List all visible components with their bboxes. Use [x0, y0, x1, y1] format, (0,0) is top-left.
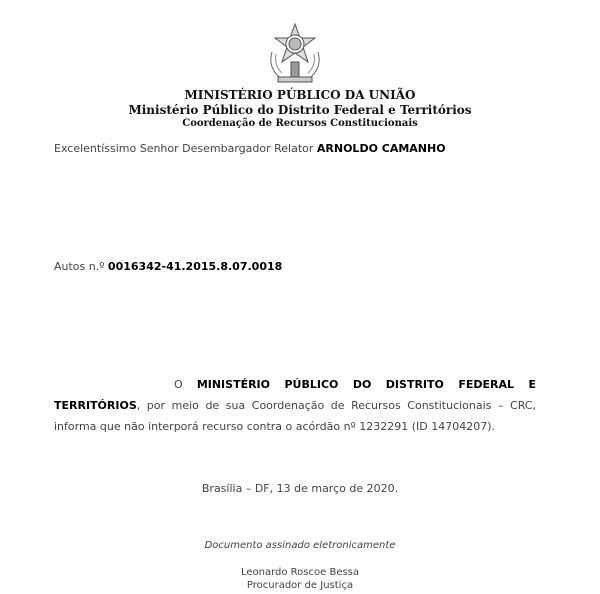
salutation-name: ARNOLDO CAMANHO [316, 142, 446, 155]
signer-block [0, 566, 600, 592]
case-number: 0016342-41.2015.8.07.0018 [107, 260, 283, 273]
signer-title: Procurador de Justiça [246, 580, 354, 591]
case-label: Autos n.º [54, 260, 105, 273]
case-reference [54, 260, 282, 273]
salutation-prefix: Excelentíssimo Senhor Desembargador Relator [54, 142, 314, 155]
body-text: , por meio de sua Coordenação de Recursos Constitucionais – CRC, informa que não interporá recurso contra o acórdão nº 1232291 (ID 14704207). [54, 399, 536, 433]
signature-note: Documento assinado eletronicamente [204, 540, 396, 551]
header-unit: Coordenação de Recursos Constitucionais [182, 118, 418, 129]
place-date: Brasília – DF, 13 de março de 2020. [201, 482, 399, 495]
body-entity-part2: TERRITÓRIOS [54, 399, 137, 412]
body-article: O [174, 378, 183, 391]
header-branch: Ministério Público do Distrito Federal e Territórios [128, 103, 472, 117]
header-org: MINISTÉRIO PÚBLICO DA UNIÃO [184, 88, 416, 102]
signer-name: Leonardo Roscoe Bessa [240, 567, 360, 578]
body-entity-part1: MINISTÉRIO PÚBLICO DO DISTRITO FEDERAL E [196, 378, 536, 391]
salutation [54, 142, 446, 155]
coat-of-arms-icon [264, 22, 326, 86]
body-paragraph [54, 374, 536, 437]
